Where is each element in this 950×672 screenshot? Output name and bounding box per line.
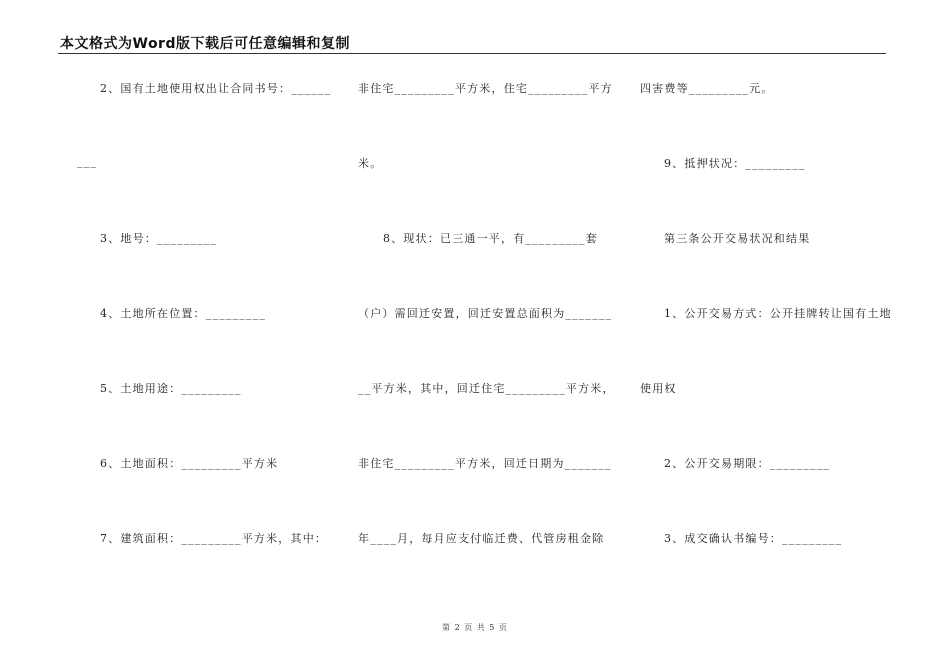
right-line-pest-fees: 四害费等_________元。: [640, 82, 774, 95]
middle-line-relocation-date: 非住宅_________平方米，回迁日期为_______: [358, 457, 612, 470]
right-line-mortgage-status: 9、抵押状况：_________: [664, 157, 806, 170]
page-number: 第 2 页 共 5 页: [442, 623, 508, 632]
left-line-building-area: 7、建筑面积：_________平方米，其中：: [100, 532, 328, 545]
middle-line-relocation-total: （户）需回迁安置，回迁安置总面积为_______: [358, 307, 613, 320]
left-line-lot-number: 3、地号：_________: [100, 232, 218, 245]
left-line-contract-no-cont: ___: [77, 155, 98, 168]
left-line-land-use: 5、土地用途：_________: [100, 382, 242, 395]
middle-line-current-status: 8、现状：已三通一平，有_________套: [383, 232, 598, 245]
header-divider: [58, 53, 886, 54]
left-line-land-location: 4、土地所在位置：_________: [100, 307, 267, 320]
middle-line-meters-end: 米。: [358, 157, 383, 170]
right-line-confirmation-no: 3、成交确认书编号：_________: [664, 532, 843, 545]
right-line-use-right: 使用权: [640, 382, 677, 395]
right-line-article-three-heading: 第三条公开交易状况和结果: [664, 232, 811, 245]
middle-line-relocation-residential: __平方米，其中，回迁住宅_________平方米，: [358, 382, 615, 395]
middle-line-nonresidential-area: 非住宅_________平方米，住宅_________平方: [358, 82, 613, 95]
right-line-trading-method: 1、公开交易方式：公开挂牌转让国有土地: [664, 307, 892, 320]
document-header-title: 本文格式为Word版下载后可任意编辑和复制: [60, 36, 350, 52]
left-line-land-contract-no: 2、国有土地使用权出让合同书号：______: [100, 82, 332, 95]
right-line-trading-period: 2、公开交易期限：_________: [664, 457, 831, 470]
middle-line-monthly-fees: 年____月，每月应支付临迁费、代管房租金除: [358, 532, 605, 545]
left-line-land-area: 6、土地面积：_________平方米: [100, 457, 279, 470]
